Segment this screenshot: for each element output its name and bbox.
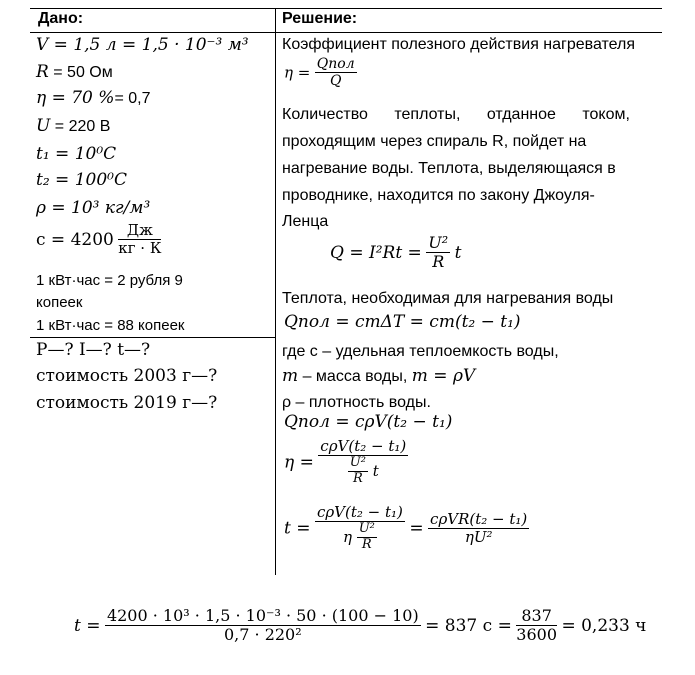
eta2-den-numerator: U²	[349, 455, 366, 471]
solution-rho-definition: ρ – плотность воды.	[282, 394, 431, 411]
given-heat-capacity	[36, 222, 161, 258]
efficiency-decimal: = 0,7	[114, 90, 151, 107]
time-formula	[284, 504, 529, 553]
t-equals: =	[409, 518, 424, 539]
voltage-symbol: U	[36, 116, 51, 136]
solution-m-definition	[282, 366, 475, 386]
t-den-numerator: U²	[358, 521, 375, 537]
table-header-border	[30, 32, 662, 33]
joule-lhs: Q = I²Rt =	[330, 242, 422, 263]
eta-numerator: Qпол	[316, 56, 355, 72]
final-denominator: 0,7 · 220²	[223, 625, 302, 645]
joule-lenz-formula	[330, 234, 461, 272]
given-price-2019: 1 кВт·час = 88 копеек	[36, 317, 185, 334]
given-resistance	[36, 62, 113, 82]
final-numerator: 4200 · 10³ · 1,5 · 10⁻³ · 50 · (100 − 10)	[106, 606, 419, 625]
solution-text-line2: проходящим через спираль R, пойдет на	[282, 133, 587, 150]
eta-substituted-formula	[284, 438, 408, 487]
find-quantities: P—? I—? t—?	[36, 340, 151, 360]
find-cost-2003: стоимость 2003 г—?	[36, 366, 218, 386]
eta2-den-denominator: R	[352, 471, 363, 487]
given-efficiency	[36, 88, 150, 108]
qpol2-formula: Qпол = cρV(t₂ − t₁)	[284, 412, 453, 432]
t-numerator: cρV(t₂ − t₁)	[316, 503, 403, 521]
given-price-2003-line1: 1 кВт·час = 2 рубля 9	[36, 272, 183, 289]
solution-text-line5: Ленца	[282, 213, 329, 230]
final-denominator2: 3600	[516, 625, 557, 645]
eta2-den-time: t	[372, 462, 379, 481]
heat-capacity-unit-den: кг · К	[118, 239, 162, 258]
given-header: Дано:	[38, 10, 84, 27]
given-find-divider	[30, 337, 275, 338]
eta2-numerator: cρV(t₂ − t₁)	[320, 437, 407, 455]
t-den-eta: η	[342, 528, 352, 547]
heat-capacity-unit-num: Дж	[118, 222, 161, 240]
m-formula: m = ρV	[411, 366, 476, 386]
heat-capacity-value: c = 4200	[36, 229, 114, 250]
final-lhs: t =	[74, 615, 101, 636]
solution-efficiency-text: Коэффициент полезного действия нагревателя	[282, 36, 636, 53]
joule-time: t	[454, 242, 462, 263]
efficiency-formula	[284, 56, 357, 89]
final-middle: = 837 с =	[425, 615, 512, 636]
given-t1: t₁ = 10⁰C	[36, 144, 117, 164]
table-top-border	[30, 8, 662, 9]
find-cost-2019: стоимость 2019 г—?	[36, 393, 218, 413]
solution-heat-needed-text: Теплота, необходимая для нагревания воды	[282, 290, 614, 307]
final-computation	[74, 607, 646, 645]
eta-lhs: η =	[284, 63, 311, 82]
given-t2: t₂ = 100⁰C	[36, 170, 127, 190]
resistance-symbol: R	[36, 62, 49, 82]
m-symbol: m	[282, 366, 299, 386]
m-text: – масса воды,	[302, 368, 408, 385]
solution-text-line3: нагревание воды. Теплота, выделяющаяся в	[282, 160, 616, 177]
solution-text-line1: Количество теплоты, отданное током,	[282, 106, 630, 123]
t-den-denominator: R	[361, 537, 372, 553]
solution-header: Решение:	[282, 10, 358, 27]
table-divider-vertical	[275, 8, 276, 575]
given-voltage	[36, 116, 110, 136]
eta-denominator: Q	[329, 73, 342, 90]
t-numerator2: cρVR(t₂ − t₁)	[430, 509, 528, 528]
final-result: = 0,233 ч	[561, 615, 647, 636]
efficiency-value: η = 70 %	[36, 88, 115, 108]
given-density: ρ = 10³ кг/м³	[36, 198, 151, 218]
given-price-2003-line2: копеек	[36, 294, 83, 311]
given-volume: V = 1,5 л = 1,5 · 10⁻³ м³	[36, 35, 249, 55]
t-denominator2: ηU²	[464, 528, 493, 547]
joule-denominator: R	[432, 252, 445, 272]
solution-text-line4: проводнике, находится по закону Джоуля-	[282, 187, 595, 204]
t-lhs: t =	[284, 518, 311, 539]
qpol-formula: Qпол = cmΔT = cm(t₂ − t₁)	[284, 312, 521, 332]
eta2-lhs: η =	[284, 452, 314, 473]
voltage-value: = 220 В	[54, 118, 111, 135]
solution-c-definition: где c – удельная теплоемкость воды,	[282, 343, 559, 360]
resistance-value: = 50 Ом	[53, 64, 113, 81]
final-numerator2: 837	[516, 607, 557, 626]
joule-numerator: U²	[428, 233, 449, 252]
